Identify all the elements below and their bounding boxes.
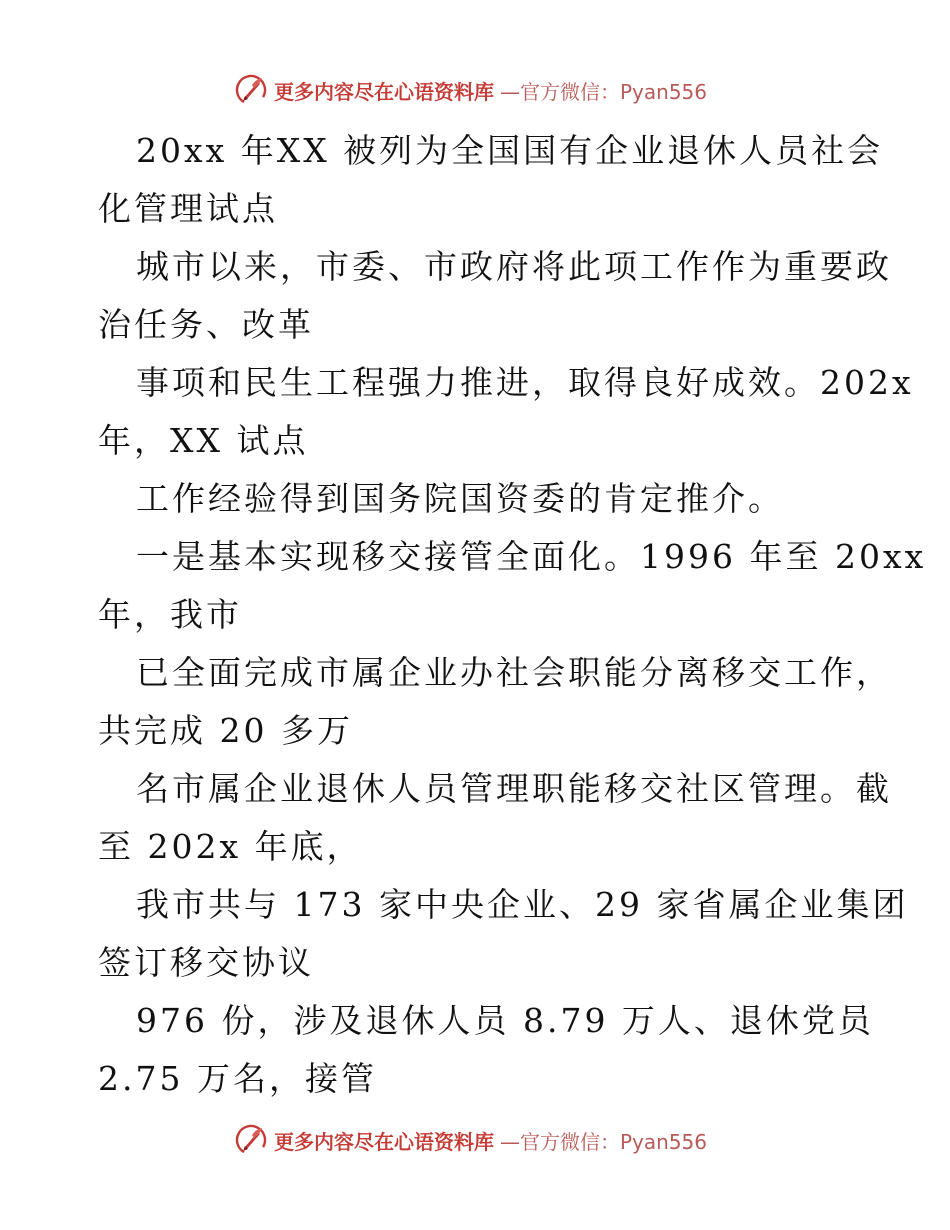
text-line: 20xx 年XX 被列为全国国有企业退休人员社会 bbox=[136, 131, 884, 170]
text-line: 名市属企业退休人员管理职能移交社区管理。截 bbox=[136, 769, 892, 808]
footer-watermark-contact: —官方微信：Pyan556 bbox=[500, 1129, 708, 1154]
header-watermark bbox=[234, 72, 734, 108]
text-line: 至 202x 年底， bbox=[98, 827, 363, 866]
footer-watermark-title: 更多内容尽在心语资料库 bbox=[274, 1129, 494, 1154]
text-line: 976 份，涉及退休人员 8.79 万人、退休党员 bbox=[136, 1001, 874, 1040]
body-text bbox=[98, 122, 927, 1108]
header-watermark-contact: —官方微信：Pyan556 bbox=[500, 79, 708, 104]
text-line: 化管理试点 bbox=[98, 189, 278, 228]
text-line: 年，我市 bbox=[98, 595, 242, 634]
text-line: 城市以来，市委、市政府将此项工作作为重要政 bbox=[136, 247, 892, 286]
text-line: 已全面完成市属企业办社会职能分离移交工作， bbox=[136, 653, 892, 692]
text-line: 工作经验得到国务院国资委的肯定推介。 bbox=[136, 479, 784, 518]
text-line: 一是基本实现移交接管全面化。1996 年至 20xx bbox=[136, 537, 927, 576]
text-line: 治任务、改革 bbox=[98, 305, 314, 344]
footer-watermark bbox=[234, 1122, 734, 1158]
header-watermark-title: 更多内容尽在心语资料库 bbox=[274, 79, 494, 104]
text-line: 年，XX 试点 bbox=[98, 421, 309, 460]
text-line: 2.75 万名，接管 bbox=[98, 1059, 377, 1098]
quill-logo-icon bbox=[234, 73, 268, 107]
text-line: 签订移交协议 bbox=[98, 943, 314, 982]
text-line: 我市共与 173 家中央企业、29 家省属企业集团 bbox=[136, 885, 909, 924]
quill-logo-icon bbox=[234, 1123, 268, 1157]
text-line: 共完成 20 多万 bbox=[98, 711, 353, 750]
text-line: 事项和民生工程强力推进，取得良好成效。202x bbox=[136, 363, 914, 402]
